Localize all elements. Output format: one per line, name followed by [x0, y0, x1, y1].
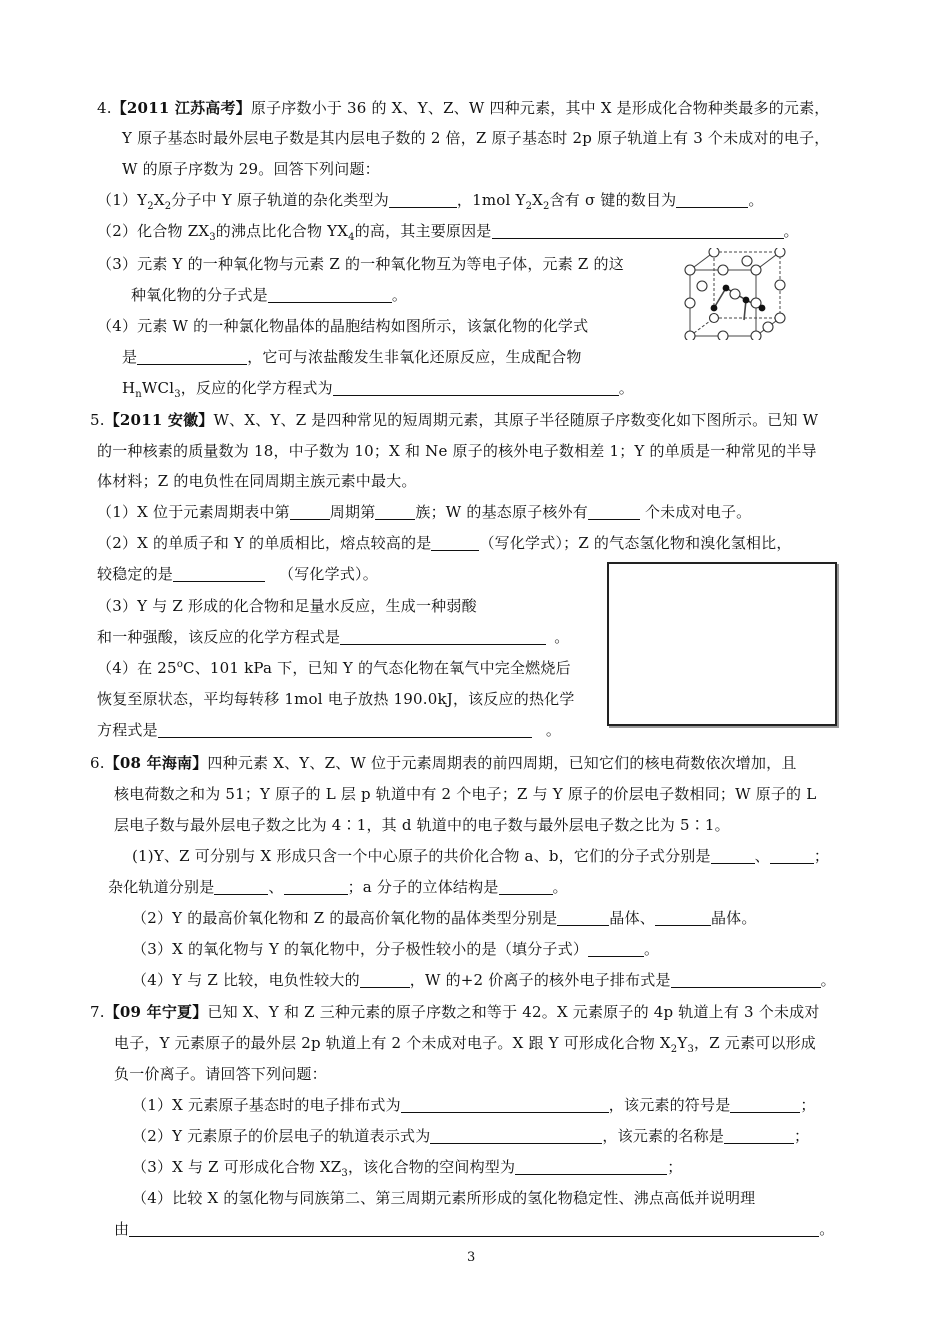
q6-part-3 — [132, 939, 659, 959]
q6-p2-text: 晶体。 — [710, 909, 757, 927]
q6-p1-text: 、 — [268, 878, 284, 896]
q5-p2-text: （写化学式）；Z 的气态氢化物和溴化氢相比， — [479, 534, 792, 552]
q5-p4-text: （4）在 25 — [97, 659, 177, 677]
q4-p3-text: （3）元素 Y 的一种氧化物与元素 Z 的一种氧化物互为等电子体，元素 Z 的这 — [97, 255, 624, 273]
q4-p2-sub: 3 — [209, 232, 216, 243]
q5-p2-text: 较稳定的是 — [97, 565, 174, 583]
q4-p4-sub: n — [135, 389, 142, 400]
q5-line-3 — [97, 471, 417, 491]
q7-source-tag: 【09 年宁夏】 — [104, 1003, 208, 1021]
q6-stem-1: 四种元素 X、Y、Z、W 位于元素周期表的前四周期，已知它们的核电荷数依次增加，且 — [207, 754, 797, 772]
q4-line-2 — [122, 128, 830, 148]
q5-p2-text: （写化学式）。 — [279, 565, 378, 583]
q4-stem-1: 原子序数小于 36 的 X、Y、Z、W 四种元素，其中 X 是形成化合物种类最多的元素， — [250, 99, 830, 117]
q4-line-1 — [97, 98, 830, 118]
q6-p3-answer-blank[interactable] — [588, 941, 644, 957]
q5-p3-text: 。 — [554, 628, 570, 646]
q4-p1-text: 分子中 Y 原子轨道的杂化类型为 — [171, 191, 389, 209]
q5-p4-text: 恢复至原状态，平均每转移 1mol 电子放热 190.0kJ，该反应的热化学 — [97, 690, 575, 708]
q6-p1-text: 、 — [754, 847, 770, 865]
q6-part-2 — [132, 908, 757, 928]
q7-stem-2: 电子，Y 元素原子的最外层 2p 轨道上有 2 个未成对电子。X 跟 Y 可形成化合物 X — [114, 1034, 671, 1052]
q5-p1-text: 族；W 的基态原子核外有 — [415, 503, 588, 521]
q5-part-3-cont — [97, 627, 569, 647]
q4-number: 4. — [97, 99, 112, 117]
q4-p1-sub: 2 — [147, 201, 154, 212]
q7-line-2 — [114, 1033, 816, 1053]
q7-p3-text: ； — [667, 1158, 683, 1176]
q6-part-4 — [132, 970, 836, 990]
q6-p2-text: 晶体、 — [609, 909, 655, 927]
q4-p4-text: WCl — [141, 379, 175, 397]
q6-p2-text: （2）Y 的最高价氧化物和 Z 的最高价氧化物的晶体类型分别是 — [132, 909, 558, 927]
q6-p4-text: ，W 的+2 价离子的核外电子排布式是 — [409, 971, 671, 989]
q7-p1-text: ； — [800, 1096, 816, 1114]
q7-p4-text: （4）比较 X 的氢化物与同族第二、第三周期元素所形成的氢化物稳定性、沸点高低并说明理 — [132, 1189, 756, 1207]
q4-p4-sub: 3 — [174, 389, 181, 400]
q4-p1-text: X — [532, 191, 544, 209]
q7-p2-text: （2）Y 元素原子的价层电子的轨道表示式为 — [132, 1127, 431, 1145]
q5-source-tag: 【2011 安徽】 — [104, 411, 214, 429]
q6-p4-answer-blank-1[interactable] — [360, 972, 410, 988]
q4-p4-text: （4）元素 W 的一种氯化物晶体的晶胞结构如图所示，该氯化物的化学式 — [97, 317, 589, 335]
q4-p1-sub: 2 — [164, 201, 172, 212]
q7-p4-text: 由 — [114, 1220, 130, 1238]
q5-stem-2: 的一种核素的质量数为 18，中子数为 10；X 和 Ne 原子的核外电子数相差 1；Y 的单质是一种常见的半导 — [97, 442, 817, 460]
q7-p3-text: （3）X 与 Z 可形成化合物 XZ — [132, 1158, 342, 1176]
q5-p4-sup: o — [176, 659, 184, 670]
q6-p1-answer-blank-2[interactable] — [770, 848, 814, 864]
q7-part-3 — [132, 1157, 682, 1177]
q7-stem-2-sub: 2 — [670, 1044, 678, 1055]
q4-part-4-cont2 — [122, 378, 634, 398]
q4-p1-text: ，1mol Y — [456, 191, 526, 209]
q4-stem-3: W 的原子序数为 29。回答下列问题： — [122, 160, 380, 178]
q6-p4-answer-blank-2[interactable] — [671, 972, 821, 988]
q5-p2-answer-blank-1[interactable] — [431, 535, 479, 551]
q7-stem-2: ，Z 元素可以形成 — [694, 1034, 817, 1052]
q4-p4-text: 是 — [122, 348, 138, 366]
q4-p4-answer-blank-1[interactable] — [137, 349, 247, 365]
q5-p3-answer-blank[interactable] — [340, 629, 546, 645]
q4-p1-text: 含有 σ 键的数目为 — [549, 191, 677, 209]
q7-p2-text: ，该元素的名称是 — [602, 1127, 725, 1145]
q4-p1-answer-blank-1[interactable] — [389, 192, 457, 208]
q5-part-4 — [97, 658, 571, 678]
q7-stem-1: 已知 X、Y 和 Z 三种元素的原子序数之和等于 42。X 元素原子的 4p 轨道上有 3 个未成对 — [207, 1003, 820, 1021]
q5-part-2-cont — [97, 564, 378, 584]
q7-p3-text: ，该化合物的空间构型为 — [347, 1158, 516, 1176]
q4-p4-text: ，它可与浓盐酸发生非氧化还原反应，生成配合物 — [247, 348, 582, 366]
q6-line-3 — [114, 815, 730, 835]
q7-part-4-cont — [114, 1219, 834, 1239]
q5-p3-text: （3）Y 与 Z 形成的化合物和足量水反应，生成一种弱酸 — [97, 597, 477, 615]
q6-p1-answer-blank-4[interactable] — [284, 879, 348, 895]
q5-p3-text: 和一种强酸，该反应的化学方程式是 — [97, 628, 341, 646]
q5-part-1 — [97, 502, 751, 522]
q7-p3-sub: 3 — [341, 1168, 348, 1179]
q6-part-1-cont — [108, 877, 568, 897]
q5-p4-text: 方程式是 — [97, 721, 158, 739]
q6-p1-text: ；a 分子的立体结构是 — [347, 878, 499, 896]
q4-part-2 — [97, 221, 799, 241]
q6-stem-3: 层电子数与最外层电子数之比为 4∶1，其 d 轨道中的电子数与最外层电子数之比为 5∶1。 — [114, 816, 730, 834]
q7-line-3 — [114, 1064, 327, 1084]
crystal-unit-cell-figure — [684, 248, 788, 340]
q4-p2-text: 。 — [783, 222, 799, 240]
q4-line-3 — [122, 159, 380, 179]
q6-p1-text: 杂化轨道分别是 — [108, 878, 215, 896]
q7-p1-answer-blank-1[interactable] — [401, 1097, 609, 1113]
q5-part-4-cont2 — [97, 720, 561, 740]
q7-stem-2: Y — [677, 1034, 688, 1052]
q7-part-2 — [132, 1126, 809, 1146]
q5-p1-text: （1）X 位于元素周期表中第 — [97, 503, 290, 521]
q7-p4-answer-blank[interactable] — [129, 1221, 819, 1237]
q4-p1-sub: 2 — [543, 201, 550, 212]
q5-part-4-cont — [97, 689, 575, 709]
q7-p2-answer-blank-1[interactable] — [430, 1128, 602, 1144]
q6-source-tag: 【08 年海南】 — [104, 754, 208, 772]
q7-p1-answer-blank-2[interactable] — [730, 1097, 800, 1113]
q6-number: 6. — [90, 754, 105, 772]
q4-source-tag: 【2011 江苏高考】 — [111, 99, 251, 117]
q5-p4-answer-blank[interactable] — [158, 722, 532, 738]
q4-part-4 — [97, 316, 588, 336]
q4-part-4-cont — [122, 347, 582, 367]
q6-stem-2: 核电荷数之和为 51；Y 原子的 L 层 p 轨道中有 2 个电子；Z 与 Y 原子的价层电子数相同；W 原子的 L — [114, 785, 817, 803]
q4-p1-answer-blank-2[interactable] — [676, 192, 748, 208]
q5-line-2 — [97, 441, 817, 461]
q4-p1-sub: 2 — [525, 201, 533, 212]
q5-stem-1: W、X、Y、Z 是四种常见的短周期元素，其原子半径随原子序数变化如下图所示。已知 W — [213, 411, 819, 429]
q4-p4-text: 。 — [618, 379, 634, 397]
q6-p2-answer-blank-2[interactable] — [655, 910, 711, 926]
q6-p3-text: （3）X 的氧化物与 Y 的氧化物中，分子极性较小的是（填分子式） — [132, 940, 589, 958]
q7-line-1 — [90, 1002, 820, 1022]
q4-p4-text: ，反应的化学方程式为 — [180, 379, 333, 397]
q7-part-1 — [132, 1095, 816, 1115]
q6-p2-answer-blank-1[interactable] — [557, 910, 609, 926]
q5-p1-answer-blank-1[interactable] — [290, 504, 330, 520]
q4-p1-text: 。 — [748, 191, 764, 209]
q4-p1-text: （1）Y — [97, 191, 148, 209]
q6-p1-text: 。 — [552, 878, 568, 896]
q5-p4-text: C、101 kPa 下，已知 Y 的气态化物在氧气中完全燃烧后 — [183, 659, 571, 677]
q7-p1-text: ，该元素的符号是 — [608, 1096, 731, 1114]
q7-p1-text: （1）X 元素原子基态时的电子排布式为 — [132, 1096, 401, 1114]
page-number: 3 — [467, 1250, 476, 1265]
q6-p1-text: (1)Y、Z 可分别与 X 形成只含一个中心原子的共价化合物 a、b，它们的分子式分别是 — [132, 847, 711, 865]
q5-p1-answer-blank-2[interactable] — [375, 504, 415, 520]
q6-line-1 — [90, 753, 797, 773]
q5-p1-text: 周期第 — [329, 503, 376, 521]
atomic-radius-figure-placeholder — [607, 562, 837, 726]
q6-p1-answer-blank-5[interactable] — [499, 879, 553, 895]
q5-number: 5. — [90, 411, 105, 429]
q4-p4-answer-blank-2[interactable] — [333, 380, 619, 396]
q5-p2-answer-blank-2[interactable] — [173, 566, 265, 582]
q4-p2-text: （2）化合物 ZX — [97, 222, 210, 240]
q5-p2-text: （2）X 的单质子和 Y 的单质相比，熔点较高的是 — [97, 534, 432, 552]
q6-p1-answer-blank-1[interactable] — [711, 848, 755, 864]
q4-stem-2: Y 原子基态时最外层电子数是其内层电子数的 2 倍，Z 原子基态时 2p 原子轨道上有 3 个未成对的电子， — [122, 129, 830, 147]
q4-part-3 — [97, 254, 624, 274]
q7-p4-text: 。 — [819, 1220, 835, 1238]
q4-p3-answer-blank[interactable] — [268, 287, 392, 303]
q7-stem-3: 负一价离子。请回答下列问题： — [114, 1065, 327, 1083]
q4-p2-text: 的高，其主要原因是 — [354, 222, 492, 240]
q6-p4-text: 。 — [820, 971, 836, 989]
q4-p3-text: 种氧化物的分子式是 — [131, 286, 268, 304]
q4-part-1 — [97, 190, 764, 210]
q6-part-1 — [132, 846, 829, 866]
q7-number: 7. — [90, 1003, 105, 1021]
q5-part-2 — [97, 533, 792, 553]
q6-p1-answer-blank-3[interactable] — [214, 879, 268, 895]
q7-p2-text: ； — [794, 1127, 810, 1145]
q7-p2-answer-blank-2[interactable] — [724, 1128, 794, 1144]
q6-line-2 — [114, 784, 816, 804]
q5-p1-answer-blank-3[interactable] — [588, 504, 640, 520]
q5-line-1 — [90, 410, 818, 430]
q4-p1-text: X — [153, 191, 165, 209]
q7-part-4 — [132, 1188, 755, 1208]
q5-p1-text: 个未成对电子。 — [640, 503, 752, 521]
q5-p4-text: 。 — [545, 721, 562, 739]
q7-p3-answer-blank[interactable] — [515, 1159, 667, 1175]
q6-p3-text: 。 — [644, 940, 660, 958]
q4-p4-text: H — [122, 379, 136, 397]
q6-p4-text: （4）Y 与 Z 比较，电负性较大的 — [132, 971, 360, 989]
q7-stem-2-sub: 3 — [687, 1044, 695, 1055]
q5-stem-3: 体材料；Z 的电负性在同周期主族元素中最大。 — [97, 472, 417, 490]
q4-p2-sub: 4 — [348, 232, 355, 243]
q4-p3-text: 。 — [391, 286, 408, 304]
q6-p1-text: ； — [813, 847, 830, 865]
q4-p2-text: 的沸点比化合物 YX — [215, 222, 349, 240]
q4-part-3-cont — [131, 285, 407, 305]
q5-part-3 — [97, 596, 477, 616]
q4-p2-answer-blank[interactable] — [492, 223, 784, 239]
